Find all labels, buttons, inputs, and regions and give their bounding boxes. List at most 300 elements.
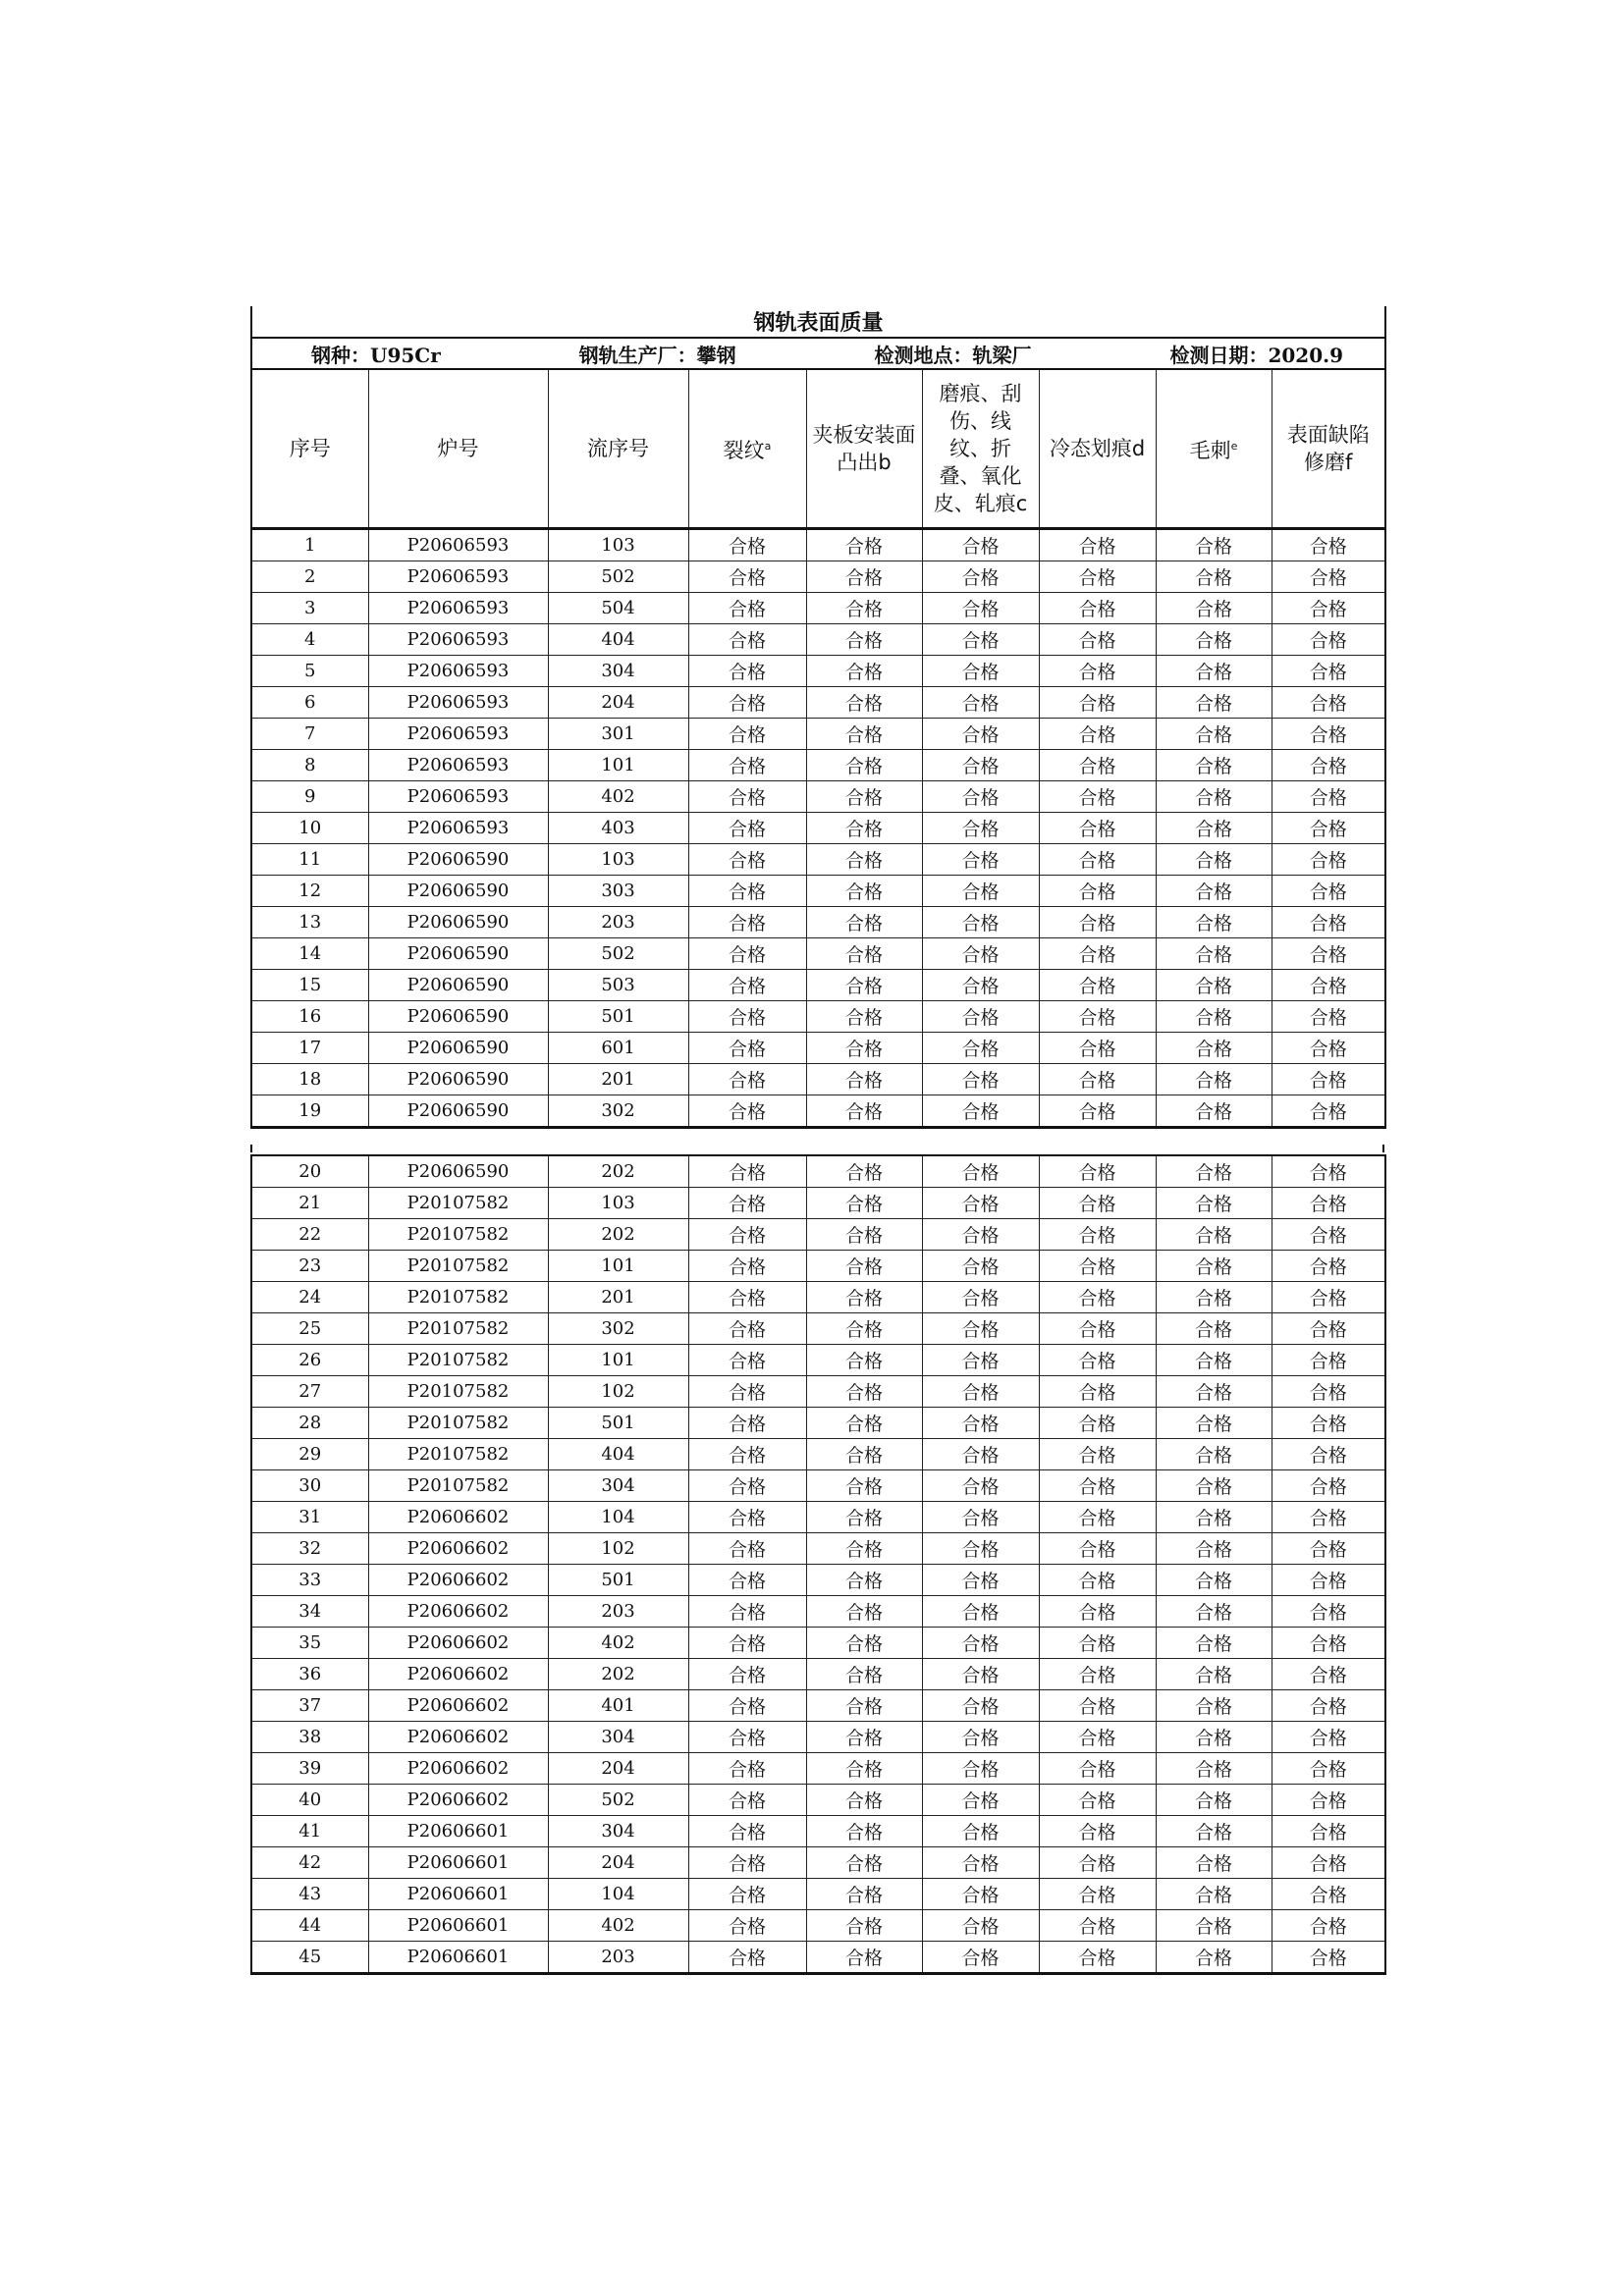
cell-seq: 303 <box>548 876 688 907</box>
cell-cold-scratch: 合格 <box>1039 970 1156 1001</box>
cell-burr: 合格 <box>1156 593 1272 624</box>
cell-bulge: 合格 <box>806 750 922 781</box>
table-row <box>251 1219 1385 1251</box>
cell-crack: 合格 <box>688 1064 806 1095</box>
cell-no: 14 <box>251 938 368 970</box>
cell-no: 33 <box>251 1565 368 1596</box>
cell-no: 3 <box>251 593 368 624</box>
cell-seq: 302 <box>548 1313 688 1345</box>
cell-scratch: 合格 <box>922 656 1039 687</box>
cell-cold-scratch: 合格 <box>1039 1533 1156 1565</box>
cell-burr: 合格 <box>1156 1659 1272 1690</box>
cell-cold-scratch: 合格 <box>1039 1064 1156 1095</box>
cell-burr: 合格 <box>1156 1879 1272 1910</box>
cell-crack: 合格 <box>688 907 806 938</box>
cell-seq: 203 <box>548 1596 688 1628</box>
cell-bulge: 合格 <box>806 1722 922 1753</box>
cell-heat: P20606593 <box>368 813 548 844</box>
cell-repair: 合格 <box>1272 1188 1385 1219</box>
table-row <box>251 1628 1385 1659</box>
cell-seq: 504 <box>548 593 688 624</box>
cell-crack: 合格 <box>688 1816 806 1847</box>
cell-bulge: 合格 <box>806 813 922 844</box>
cell-seq: 304 <box>548 1816 688 1847</box>
cell-scratch: 合格 <box>922 1753 1039 1785</box>
cell-cold-scratch: 合格 <box>1039 1628 1156 1659</box>
cell-burr: 合格 <box>1156 1155 1272 1188</box>
cell-bulge: 合格 <box>806 1753 922 1785</box>
cell-repair: 合格 <box>1272 1565 1385 1596</box>
cell-heat: P20606590 <box>368 907 548 938</box>
table-row <box>251 844 1385 876</box>
cell-seq: 101 <box>548 1251 688 1282</box>
cell-crack: 合格 <box>688 1690 806 1722</box>
cell-seq: 101 <box>548 1345 688 1376</box>
cell-scratch: 合格 <box>922 593 1039 624</box>
cell-bulge: 合格 <box>806 970 922 1001</box>
cell-no: 16 <box>251 1001 368 1033</box>
cell-bulge: 合格 <box>806 1313 922 1345</box>
cell-no: 1 <box>251 529 368 561</box>
cell-cold-scratch: 合格 <box>1039 593 1156 624</box>
cell-crack: 合格 <box>688 813 806 844</box>
table-row <box>251 1439 1385 1470</box>
cell-scratch: 合格 <box>922 1064 1039 1095</box>
cell-crack: 合格 <box>688 1345 806 1376</box>
cell-scratch: 合格 <box>922 876 1039 907</box>
cell-seq: 203 <box>548 907 688 938</box>
cell-scratch: 合格 <box>922 624 1039 656</box>
cell-seq: 501 <box>548 1565 688 1596</box>
table-row <box>251 813 1385 844</box>
manufacturer: 钢轨生产厂：攀钢 <box>578 343 736 367</box>
cell-no: 18 <box>251 1064 368 1095</box>
cell-cold-scratch: 合格 <box>1039 781 1156 813</box>
cell-repair: 合格 <box>1272 1596 1385 1628</box>
cell-repair: 合格 <box>1272 687 1385 719</box>
header-scratch: 磨痕、刮伤、线纹、折叠、氧化皮、轧痕c <box>922 369 1039 529</box>
cell-seq: 502 <box>548 1785 688 1816</box>
cell-heat: P20606601 <box>368 1910 548 1942</box>
cell-seq: 501 <box>548 1001 688 1033</box>
cell-seq: 103 <box>548 529 688 561</box>
table-row <box>251 1847 1385 1879</box>
cell-bulge: 合格 <box>806 561 922 593</box>
cell-scratch: 合格 <box>922 1439 1039 1470</box>
cell-bulge: 合格 <box>806 1095 922 1128</box>
cell-seq: 404 <box>548 1439 688 1470</box>
cell-bulge: 合格 <box>806 1879 922 1910</box>
cell-repair: 合格 <box>1272 1408 1385 1439</box>
cell-heat: P20107582 <box>368 1251 548 1282</box>
cell-cold-scratch: 合格 <box>1039 1847 1156 1879</box>
cell-cold-scratch: 合格 <box>1039 1376 1156 1408</box>
cell-repair: 合格 <box>1272 1690 1385 1722</box>
cell-crack: 合格 <box>688 1313 806 1345</box>
cell-crack: 合格 <box>688 876 806 907</box>
cell-burr: 合格 <box>1156 1690 1272 1722</box>
cell-cold-scratch: 合格 <box>1039 1722 1156 1753</box>
cell-repair: 合格 <box>1272 1847 1385 1879</box>
cell-seq: 102 <box>548 1533 688 1565</box>
cell-seq: 502 <box>548 561 688 593</box>
cell-crack: 合格 <box>688 1095 806 1128</box>
cell-seq: 402 <box>548 781 688 813</box>
cell-no: 34 <box>251 1596 368 1628</box>
cell-no: 29 <box>251 1439 368 1470</box>
cell-bulge: 合格 <box>806 1910 922 1942</box>
cell-scratch: 合格 <box>922 1628 1039 1659</box>
cell-crack: 合格 <box>688 593 806 624</box>
cell-seq: 304 <box>548 1470 688 1502</box>
cell-bulge: 合格 <box>806 1470 922 1502</box>
table-row <box>251 1188 1385 1219</box>
cell-burr: 合格 <box>1156 1628 1272 1659</box>
cell-crack: 合格 <box>688 1533 806 1565</box>
cell-heat: P20606590 <box>368 970 548 1001</box>
cell-no: 38 <box>251 1722 368 1753</box>
cell-crack: 合格 <box>688 1470 806 1502</box>
cell-bulge: 合格 <box>806 781 922 813</box>
steel-grade: 钢种：U95Cr <box>311 343 441 367</box>
cell-bulge: 合格 <box>806 1282 922 1313</box>
cell-repair: 合格 <box>1272 970 1385 1001</box>
cell-crack: 合格 <box>688 687 806 719</box>
cell-repair: 合格 <box>1272 529 1385 561</box>
cell-seq: 302 <box>548 1095 688 1128</box>
cell-burr: 合格 <box>1156 844 1272 876</box>
cell-bulge: 合格 <box>806 687 922 719</box>
table-row <box>251 624 1385 656</box>
page-break-gap <box>250 1145 1384 1152</box>
cell-seq: 101 <box>548 750 688 781</box>
cell-bulge: 合格 <box>806 907 922 938</box>
cell-heat: P20107582 <box>368 1408 548 1439</box>
cell-cold-scratch: 合格 <box>1039 1753 1156 1785</box>
cell-repair: 合格 <box>1272 561 1385 593</box>
cell-bulge: 合格 <box>806 1533 922 1565</box>
cell-no: 24 <box>251 1282 368 1313</box>
cell-scratch: 合格 <box>922 1470 1039 1502</box>
cell-heat: P20606602 <box>368 1659 548 1690</box>
cell-repair: 合格 <box>1272 938 1385 970</box>
table-row <box>251 1596 1385 1628</box>
cell-no: 7 <box>251 719 368 750</box>
header-no: 序号 <box>251 369 368 529</box>
cell-burr: 合格 <box>1156 938 1272 970</box>
cell-burr: 合格 <box>1156 1408 1272 1439</box>
cell-heat: P20606593 <box>368 687 548 719</box>
cell-crack: 合格 <box>688 970 806 1001</box>
cell-cold-scratch: 合格 <box>1039 1659 1156 1690</box>
cell-scratch: 合格 <box>922 1033 1039 1064</box>
table-row <box>251 1879 1385 1910</box>
cell-crack: 合格 <box>688 844 806 876</box>
cell-heat: P20606601 <box>368 1879 548 1910</box>
cell-burr: 合格 <box>1156 1942 1272 1974</box>
cell-heat: P20107582 <box>368 1313 548 1345</box>
cell-no: 6 <box>251 687 368 719</box>
cell-bulge: 合格 <box>806 656 922 687</box>
table-row <box>251 1345 1385 1376</box>
cell-heat: P20606602 <box>368 1502 548 1533</box>
cell-repair: 合格 <box>1272 907 1385 938</box>
cell-seq: 202 <box>548 1219 688 1251</box>
cell-burr: 合格 <box>1156 1188 1272 1219</box>
cell-crack: 合格 <box>688 529 806 561</box>
cell-crack: 合格 <box>688 1596 806 1628</box>
cell-crack: 合格 <box>688 624 806 656</box>
cell-repair: 合格 <box>1272 656 1385 687</box>
cell-burr: 合格 <box>1156 1345 1272 1376</box>
rail-surface-quality-table-continued <box>250 1154 1386 1975</box>
cell-cold-scratch: 合格 <box>1039 1910 1156 1942</box>
table-row <box>251 1376 1385 1408</box>
cell-burr: 合格 <box>1156 1722 1272 1753</box>
table-row <box>251 719 1385 750</box>
cell-heat: P20606601 <box>368 1942 548 1974</box>
cell-scratch: 合格 <box>922 1001 1039 1033</box>
cell-burr: 合格 <box>1156 1064 1272 1095</box>
cell-bulge: 合格 <box>806 1596 922 1628</box>
cell-seq: 202 <box>548 1659 688 1690</box>
cell-cold-scratch: 合格 <box>1039 1816 1156 1847</box>
cell-repair: 合格 <box>1272 1064 1385 1095</box>
cell-crack: 合格 <box>688 781 806 813</box>
cell-crack: 合格 <box>688 1847 806 1879</box>
cell-bulge: 合格 <box>806 1816 922 1847</box>
cell-bulge: 合格 <box>806 1408 922 1439</box>
cell-no: 5 <box>251 656 368 687</box>
cell-repair: 合格 <box>1272 876 1385 907</box>
cell-seq: 502 <box>548 938 688 970</box>
cell-scratch: 合格 <box>922 1816 1039 1847</box>
cell-bulge: 合格 <box>806 1690 922 1722</box>
cell-heat: P20107582 <box>368 1345 548 1376</box>
cell-crack: 合格 <box>688 1910 806 1942</box>
cell-crack: 合格 <box>688 1408 806 1439</box>
cell-bulge: 合格 <box>806 1188 922 1219</box>
cell-bulge: 合格 <box>806 938 922 970</box>
cell-no: 4 <box>251 624 368 656</box>
cell-burr: 合格 <box>1156 1753 1272 1785</box>
cell-crack: 合格 <box>688 938 806 970</box>
cell-burr: 合格 <box>1156 970 1272 1001</box>
cell-scratch: 合格 <box>922 1659 1039 1690</box>
cell-crack: 合格 <box>688 1376 806 1408</box>
cell-repair: 合格 <box>1272 813 1385 844</box>
table-row <box>251 656 1385 687</box>
cell-cold-scratch: 合格 <box>1039 844 1156 876</box>
cell-scratch: 合格 <box>922 1847 1039 1879</box>
cell-heat: P20606602 <box>368 1596 548 1628</box>
cell-scratch: 合格 <box>922 907 1039 938</box>
cell-heat: P20107582 <box>368 1282 548 1313</box>
cell-heat: P20107582 <box>368 1188 548 1219</box>
cell-bulge: 合格 <box>806 1064 922 1095</box>
cell-cold-scratch: 合格 <box>1039 1502 1156 1533</box>
cell-heat: P20606593 <box>368 624 548 656</box>
cell-cold-scratch: 合格 <box>1039 1942 1156 1974</box>
cell-seq: 404 <box>548 624 688 656</box>
cell-repair: 合格 <box>1272 750 1385 781</box>
header-bulge: 夹板安装面凸出b <box>806 369 922 529</box>
cell-seq: 301 <box>548 719 688 750</box>
table-row <box>251 781 1385 813</box>
cell-seq: 402 <box>548 1628 688 1659</box>
quality-table-bottom <box>250 1154 1384 1975</box>
cell-heat: P20606590 <box>368 844 548 876</box>
cell-cold-scratch: 合格 <box>1039 529 1156 561</box>
cell-cold-scratch: 合格 <box>1039 1408 1156 1439</box>
cell-repair: 合格 <box>1272 1628 1385 1659</box>
cell-cold-scratch: 合格 <box>1039 1155 1156 1188</box>
cell-burr: 合格 <box>1156 656 1272 687</box>
cell-seq: 202 <box>548 1155 688 1188</box>
cell-heat: P20606602 <box>368 1722 548 1753</box>
cell-burr: 合格 <box>1156 1376 1272 1408</box>
cell-crack: 合格 <box>688 1785 806 1816</box>
cell-no: 23 <box>251 1251 368 1282</box>
cell-repair: 合格 <box>1272 1376 1385 1408</box>
cell-seq: 102 <box>548 1376 688 1408</box>
cell-repair: 合格 <box>1272 1879 1385 1910</box>
cell-scratch: 合格 <box>922 1910 1039 1942</box>
cell-repair: 合格 <box>1272 1313 1385 1345</box>
cell-repair: 合格 <box>1272 1533 1385 1565</box>
cell-scratch: 合格 <box>922 1095 1039 1128</box>
cell-no: 27 <box>251 1376 368 1408</box>
cell-burr: 合格 <box>1156 781 1272 813</box>
table-row <box>251 1533 1385 1565</box>
table-row <box>251 1659 1385 1690</box>
cell-crack: 合格 <box>688 1033 806 1064</box>
cell-bulge: 合格 <box>806 876 922 907</box>
cell-heat: P20107582 <box>368 1376 548 1408</box>
cell-cold-scratch: 合格 <box>1039 907 1156 938</box>
cell-repair: 合格 <box>1272 1439 1385 1470</box>
cell-cold-scratch: 合格 <box>1039 687 1156 719</box>
cell-seq: 204 <box>548 1847 688 1879</box>
cell-cold-scratch: 合格 <box>1039 561 1156 593</box>
cell-repair: 合格 <box>1272 1033 1385 1064</box>
cell-scratch: 合格 <box>922 1690 1039 1722</box>
cell-scratch: 合格 <box>922 1345 1039 1376</box>
cell-crack: 合格 <box>688 1188 806 1219</box>
table-row <box>251 1565 1385 1596</box>
cell-cold-scratch: 合格 <box>1039 1001 1156 1033</box>
cell-scratch: 合格 <box>922 719 1039 750</box>
header-burr-label: 毛刺 <box>1189 439 1231 462</box>
header-repair: 表面缺陷修磨f <box>1272 369 1385 529</box>
table-row <box>251 1470 1385 1502</box>
cell-heat: P20107582 <box>368 1439 548 1470</box>
cell-repair: 合格 <box>1272 1001 1385 1033</box>
table-row <box>251 1910 1385 1942</box>
cell-burr: 合格 <box>1156 561 1272 593</box>
cell-scratch: 合格 <box>922 1251 1039 1282</box>
cell-no: 15 <box>251 970 368 1001</box>
cell-scratch: 合格 <box>922 1942 1039 1974</box>
cell-crack: 合格 <box>688 1282 806 1313</box>
cell-cold-scratch: 合格 <box>1039 1251 1156 1282</box>
cell-burr: 合格 <box>1156 624 1272 656</box>
cell-no: 32 <box>251 1533 368 1565</box>
cell-no: 41 <box>251 1816 368 1847</box>
cell-seq: 104 <box>548 1502 688 1533</box>
cell-crack: 合格 <box>688 561 806 593</box>
cell-repair: 合格 <box>1272 624 1385 656</box>
cell-scratch: 合格 <box>922 781 1039 813</box>
table-title: 钢轨表面质量 <box>251 306 1385 338</box>
cell-burr: 合格 <box>1156 1313 1272 1345</box>
header-burr-sup: e <box>1230 440 1238 453</box>
cell-burr: 合格 <box>1156 1282 1272 1313</box>
cell-crack: 合格 <box>688 719 806 750</box>
cell-repair: 合格 <box>1272 593 1385 624</box>
cell-burr: 合格 <box>1156 1565 1272 1596</box>
header-crack-sup: a <box>764 440 772 453</box>
cell-bulge: 合格 <box>806 1033 922 1064</box>
cell-seq: 204 <box>548 687 688 719</box>
cell-seq: 503 <box>548 970 688 1001</box>
cell-scratch: 合格 <box>922 1219 1039 1251</box>
cell-burr: 合格 <box>1156 687 1272 719</box>
table-row <box>251 1816 1385 1847</box>
cell-seq: 201 <box>548 1064 688 1095</box>
cell-heat: P20606593 <box>368 561 548 593</box>
cell-heat: P20606602 <box>368 1565 548 1596</box>
cell-cold-scratch: 合格 <box>1039 1439 1156 1470</box>
cell-heat: P20606601 <box>368 1816 548 1847</box>
cell-cold-scratch: 合格 <box>1039 938 1156 970</box>
cell-no: 25 <box>251 1313 368 1345</box>
cell-cold-scratch: 合格 <box>1039 719 1156 750</box>
cell-burr: 合格 <box>1156 1033 1272 1064</box>
cell-heat: P20606593 <box>368 750 548 781</box>
cell-bulge: 合格 <box>806 1155 922 1188</box>
cell-seq: 103 <box>548 1188 688 1219</box>
cell-no: 20 <box>251 1155 368 1188</box>
cell-scratch: 合格 <box>922 844 1039 876</box>
cell-no: 11 <box>251 844 368 876</box>
cell-cold-scratch: 合格 <box>1039 1879 1156 1910</box>
cell-burr: 合格 <box>1156 1910 1272 1942</box>
cell-repair: 合格 <box>1272 1910 1385 1942</box>
table-row <box>251 1282 1385 1313</box>
table-row <box>251 1942 1385 1974</box>
cell-seq: 304 <box>548 1722 688 1753</box>
inspection-date: 检测日期：2020.9 <box>1169 343 1343 367</box>
cell-heat: P20606601 <box>368 1847 548 1879</box>
cell-no: 17 <box>251 1033 368 1064</box>
cell-no: 36 <box>251 1659 368 1690</box>
cell-bulge: 合格 <box>806 1251 922 1282</box>
cell-burr: 合格 <box>1156 1816 1272 1847</box>
cell-bulge: 合格 <box>806 624 922 656</box>
cell-repair: 合格 <box>1272 1659 1385 1690</box>
table-row <box>251 1095 1385 1128</box>
cell-bulge: 合格 <box>806 1001 922 1033</box>
cell-crack: 合格 <box>688 1722 806 1753</box>
cell-scratch: 合格 <box>922 1188 1039 1219</box>
cell-cold-scratch: 合格 <box>1039 876 1156 907</box>
cell-bulge: 合格 <box>806 1439 922 1470</box>
cell-crack: 合格 <box>688 1753 806 1785</box>
cell-no: 37 <box>251 1690 368 1722</box>
table-row <box>251 938 1385 970</box>
cell-repair: 合格 <box>1272 1753 1385 1785</box>
